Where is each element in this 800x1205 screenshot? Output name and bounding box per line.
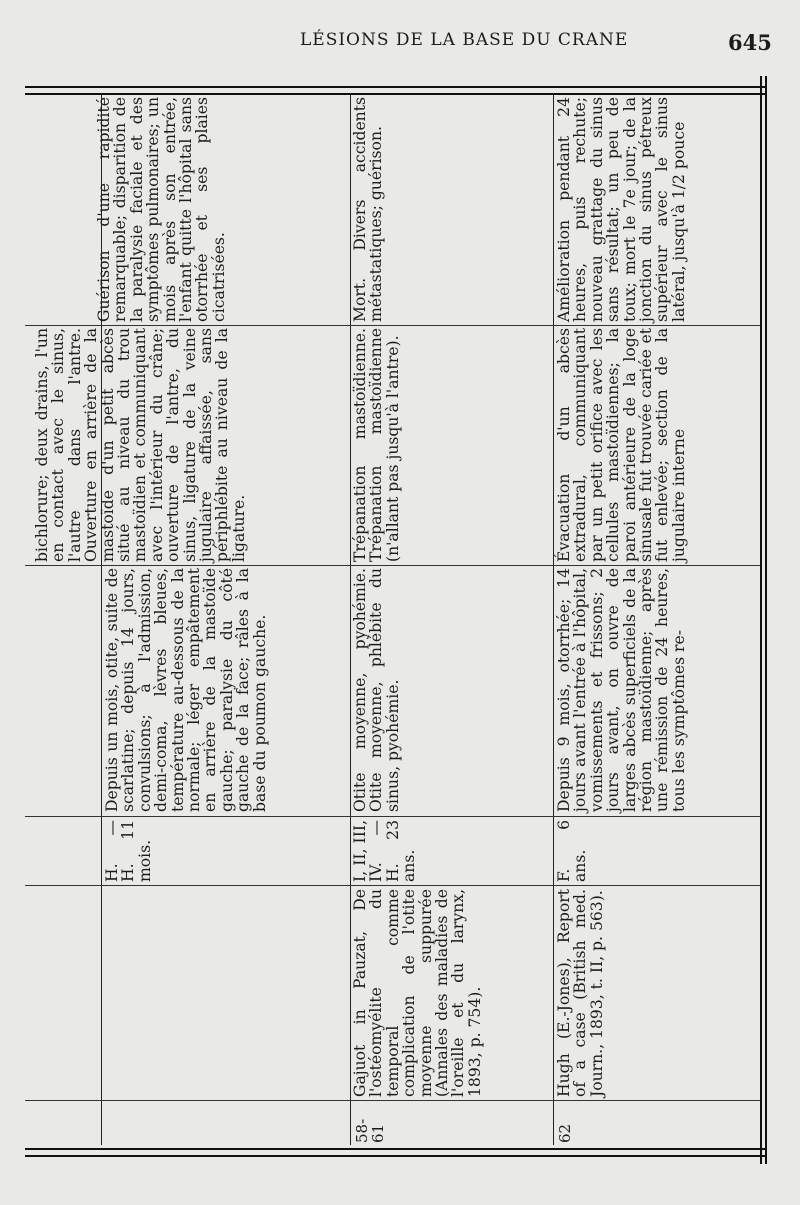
row3-number: 62	[556, 1123, 574, 1143]
row2-age: I, II, III, IV. — H. 23 ans.	[351, 820, 419, 882]
column-rule	[25, 1100, 760, 1101]
running-header: LÉSIONS DE LA BASE DU CRANE	[300, 30, 629, 50]
row3-operation: Évacuation d'un abcès extradural, communiquant par un petit orifice avec les cellules mastoïdiennes; la paroi antérieure de la loge sinusale fut trouvée cariée et fut enlevée; section de la jugulaire interne	[555, 328, 688, 562]
row2-number: 58-61	[353, 1118, 388, 1143]
row2-result: Mort. Divers accidents métastatiques; guérison.	[351, 97, 386, 322]
row3-age: F. 6 ans.	[555, 820, 590, 882]
column-rule	[25, 816, 760, 817]
row1-history: Depuis un mois, otite, suite de scarlatine; depuis 14 jours, convulsions; à l'admission, demi-coma, lèvres bleues, température au-dessous de la normale; léger empâtement en arrière de la mastoïde gauche; paralysie du côté gauche de la face; râles à la base du poumon gauche.	[103, 568, 269, 812]
row3-author: Hugh (E.-Jones), Report of a case (British med. Journ., 1893, t. II, p. 563).	[555, 889, 606, 1097]
row2-operation: Trépanation mastoïdienne. Trépanation mastoïdienne (n'allant pas jusqu'à l'antre).	[351, 328, 402, 562]
row2-author: Gajuot in Pauzat, De l'ostéomyélite du temporal comme complication de l'otite moyenne suppurée (Annales des maladies de l'oreille et du larynx, 1893, p. 754).	[351, 889, 484, 1097]
table-right-rule	[760, 76, 767, 1164]
column-rule	[25, 325, 760, 326]
column-rule	[25, 885, 760, 886]
table-top-rule	[25, 86, 765, 95]
row1-result: Guérison d'une rapidité remarquable; disparition de la paralysie faciale et des symptômes pulmonaires; un mois après son entrée, l'enfant quitte l'hôpital sans otorrhée et ses plaies cicatrisées.	[95, 97, 228, 322]
row2-history: Otite moyenne, pyohémie. Otite moyenne, phlébite du sinus, pyohémie.	[351, 568, 402, 812]
page-number: 645	[728, 30, 772, 55]
column-rule	[25, 565, 760, 566]
row-separator	[553, 93, 554, 1145]
row1-age: H. — H. 11 mois.	[103, 820, 154, 882]
row3-history: Depuis 9 mois, otorrhée; 14 jours avant l'entrée à l'hôpital, vomissements et frissons; 2 jours avant, on ouvre de larges abcès superficiels de la région mastoïdienne; après une rémission de 24 heures, tous les symptômes re-	[555, 568, 688, 812]
row1-operation: bichlorure; deux drains, l'un en contact avec le sinus, l'autre dans l'antre. Ouverture en arrière de la mastoïde d'un petit abcès situé au niveau du trou mastoïdien et communiquant avec l'intérieur du crâne; ouverture de l'antre, du sinus, ligature de la veine jugulaire affaissée, sans périphlébite au niveau de la ligature.	[33, 328, 248, 562]
row3-result: Amélioration pendant 24 heures, puis rechute; nouveau grattage du sinus sans résultat; un peu de toux; mort le 7e jour; de la jonction du sinus pétreux supérieur avec le sinus latéral, jusqu'à 1/2 pouce	[555, 97, 688, 322]
table-bottom-rule	[25, 1148, 765, 1157]
